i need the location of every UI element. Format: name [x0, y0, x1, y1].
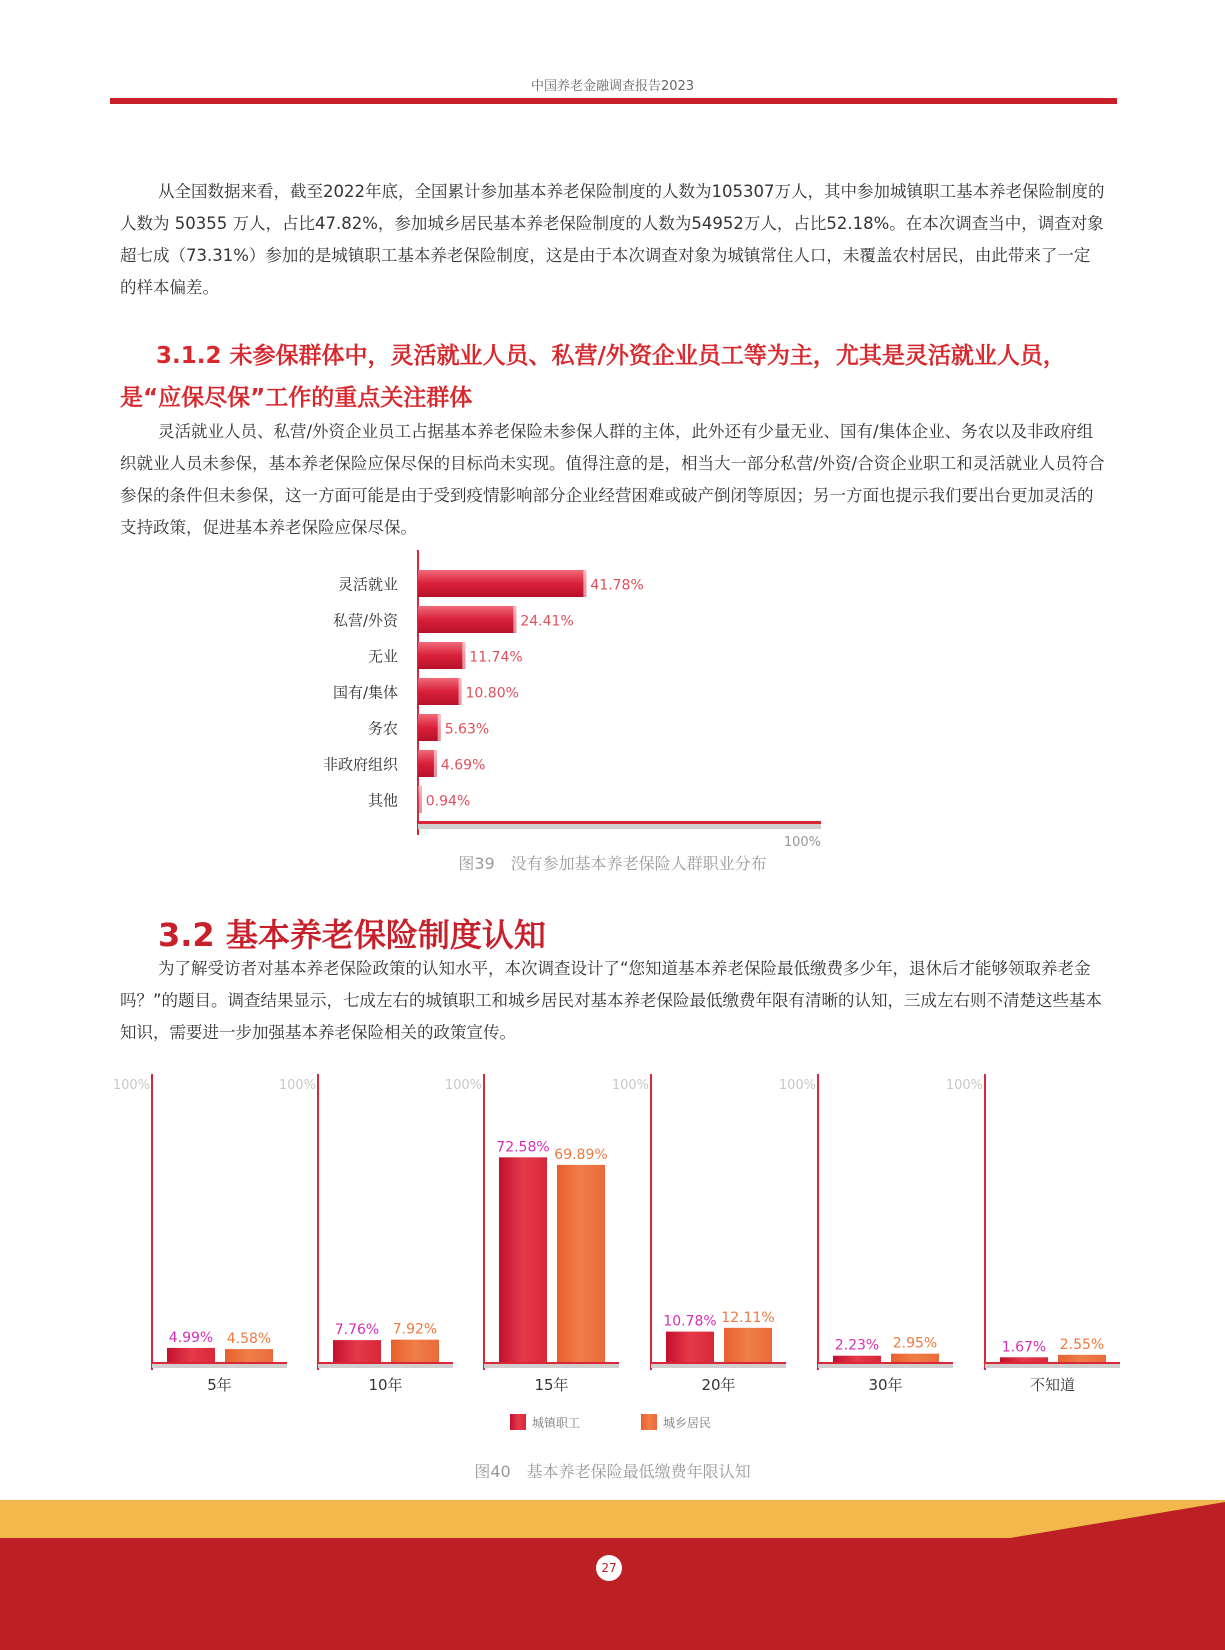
h-value-label: 24.41%	[520, 613, 574, 630]
v-bar	[391, 1340, 439, 1362]
h-value-label: 4.69%	[440, 757, 486, 774]
v-axis-x-shadow	[484, 1364, 619, 1368]
caption-fig40: 图40 基本养老保险最低缴费年限认知	[474, 1462, 751, 1481]
v-category-label: 不知道	[1029, 1376, 1076, 1394]
v-axis-max-label: 100%	[611, 1078, 649, 1093]
v-value-label: 1.67%	[1001, 1339, 1047, 1356]
v-value-label: 2.95%	[892, 1335, 938, 1352]
v-axis-x-shadow	[818, 1364, 953, 1368]
v-value-label: 69.89%	[554, 1146, 608, 1163]
v-axis-max-label: 100%	[112, 1078, 150, 1093]
h-value-label: 0.94%	[425, 793, 471, 810]
h-value-label: 11.74%	[469, 649, 523, 666]
subheading-3-1-2: 3.1.2 未参保群体中，灵活就业人员、私营/外资企业员工等为主，尤其是灵活就业人员，是“应保尽保”工作的重点关注群体	[120, 343, 1066, 411]
v-value-label: 4.99%	[168, 1329, 214, 1346]
h-bar-highlight	[459, 678, 462, 705]
caption-fig39: 图39 没有参加基本养老保险人群职业分布	[458, 854, 767, 873]
v-axis-x	[152, 1362, 287, 1364]
h-axis-max-label: 100%	[783, 835, 821, 850]
h-category-label: 无业	[367, 647, 398, 666]
h-bar	[418, 642, 465, 669]
h-bar-highlight	[513, 606, 516, 633]
v-bar	[724, 1328, 772, 1362]
h-axis-x-shadow	[418, 824, 821, 829]
v-category-label: 30年	[868, 1376, 903, 1394]
h-bar	[418, 678, 462, 705]
v-value-label: 7.92%	[392, 1321, 438, 1338]
v-value-label: 4.58%	[226, 1331, 272, 1348]
h-axis-x	[418, 821, 821, 824]
v-bar	[1000, 1357, 1048, 1362]
h-bar	[418, 570, 586, 597]
v-bar	[499, 1157, 547, 1362]
v-value-label: 2.55%	[1059, 1336, 1105, 1353]
paragraph-awareness: 为了解受访者对基本养老保险政策的认知水平，本次调查设计了“您知道基本养老保险最低缴费多少年，退休后才能够领取养老金吗？”的题目。调查结果显示，七成左右的城镇职工和城乡居民对基本养老保险最低缴费年限有清晰的认知，三成左右则不清楚这些基本知识，需要进一步加强基本养老保险相关的政策宣传。	[120, 959, 1103, 1042]
v-axis-x	[651, 1362, 786, 1364]
v-value-label: 12.11%	[721, 1309, 775, 1326]
h-bar-highlight	[434, 750, 437, 777]
v-bar	[333, 1340, 381, 1362]
v-category-label: 10年	[368, 1376, 403, 1394]
legend-label: 城镇职工	[532, 1416, 581, 1430]
v-axis-x-shadow	[152, 1364, 287, 1368]
legend-label: 城乡居民	[663, 1416, 712, 1430]
v-axis-x-shadow	[985, 1364, 1120, 1368]
v-value-label: 72.58%	[496, 1139, 550, 1156]
header-rule	[110, 98, 1117, 104]
h-category-label: 灵活就业	[337, 575, 398, 594]
h-category-label: 务农	[367, 719, 398, 738]
h-category-label: 非政府组织	[322, 755, 398, 774]
h-value-label: 5.63%	[444, 721, 490, 738]
section-title-3-2: 3.2 基本养老保险制度认知	[158, 916, 546, 954]
paragraph-uninsured: 灵活就业人员、私营/外资企业员工占据基本养老保险未参保人群的主体，此外还有少量无业、国有/集体企业、务农以及非政府组织就业人员未参保，基本养老保险应保尽保的目标尚未实现。值得注意的是，相当大一部分私营/外资/合资企业职工和灵活就业人员符合参保的条件但未参保，这一方面可能是由于受到疫情影响部分企业经营困难或破产倒闭等原因；另一方面也提示我们要出台更加灵活的支持政策，促进基本养老保险应保尽保。	[120, 422, 1105, 537]
v-axis-x	[318, 1362, 453, 1364]
v-category-label: 15年	[534, 1376, 569, 1394]
v-bar	[891, 1354, 939, 1362]
v-axis-max-label: 100%	[278, 1078, 316, 1093]
legend-swatch	[641, 1414, 657, 1430]
v-value-label: 2.23%	[834, 1337, 880, 1354]
v-bar	[225, 1349, 273, 1362]
chart-fig39	[0, 540, 1225, 850]
v-axis-max-label: 100%	[778, 1078, 816, 1093]
h-bar-highlight	[462, 642, 465, 669]
paragraph-national-data: 从全国数据来看，截至2022年底，全国累计参加基本养老保险制度的人数为105307万人，其中参加城镇职工基本养老保险制度的人数为 50355 万人，占比47.82%，参加城乡居民基本养老保险制度的人数为54952万人，占比52.18%。在本次调查当中，调查对象超七成（73.31%）参加的是城镇职工基本养老保险制度，这是由于本次调查对象为城镇常住人口，未覆盖农村居民，由此带来了一定的样本偏差。	[120, 182, 1105, 297]
h-category-label: 国有/集体	[332, 683, 398, 702]
v-axis-x-shadow	[318, 1364, 453, 1368]
page-number: 27	[596, 1555, 622, 1581]
h-category-label: 私营/外资	[332, 611, 398, 630]
v-value-label: 10.78%	[663, 1313, 717, 1330]
legend-swatch	[510, 1414, 526, 1430]
page-header-title: 中国养老金融调查报告2023	[530, 79, 695, 94]
v-bar	[833, 1356, 881, 1362]
v-axis-max-label: 100%	[444, 1078, 482, 1093]
v-bar	[666, 1332, 714, 1362]
h-value-label: 10.80%	[465, 685, 519, 702]
v-axis-x-shadow	[651, 1364, 786, 1368]
v-bar	[1058, 1355, 1106, 1362]
h-bar-highlight	[583, 570, 586, 597]
v-axis-max-label: 100%	[945, 1078, 983, 1093]
h-bar-highlight	[438, 714, 441, 741]
h-category-label: 其他	[367, 791, 398, 810]
v-value-label: 7.76%	[334, 1322, 380, 1339]
v-axis-x	[985, 1362, 1120, 1364]
h-bar-highlight	[419, 786, 422, 813]
v-bar	[557, 1165, 605, 1362]
chart-fig40	[0, 1070, 1225, 1445]
v-category-label: 20年	[701, 1376, 736, 1394]
h-bar	[418, 714, 441, 741]
h-value-label: 41.78%	[590, 577, 644, 594]
v-category-label: 5年	[207, 1376, 232, 1394]
v-bar	[167, 1348, 215, 1362]
v-axis-x	[818, 1362, 953, 1364]
v-axis-x	[484, 1362, 619, 1364]
h-bar	[418, 606, 516, 633]
